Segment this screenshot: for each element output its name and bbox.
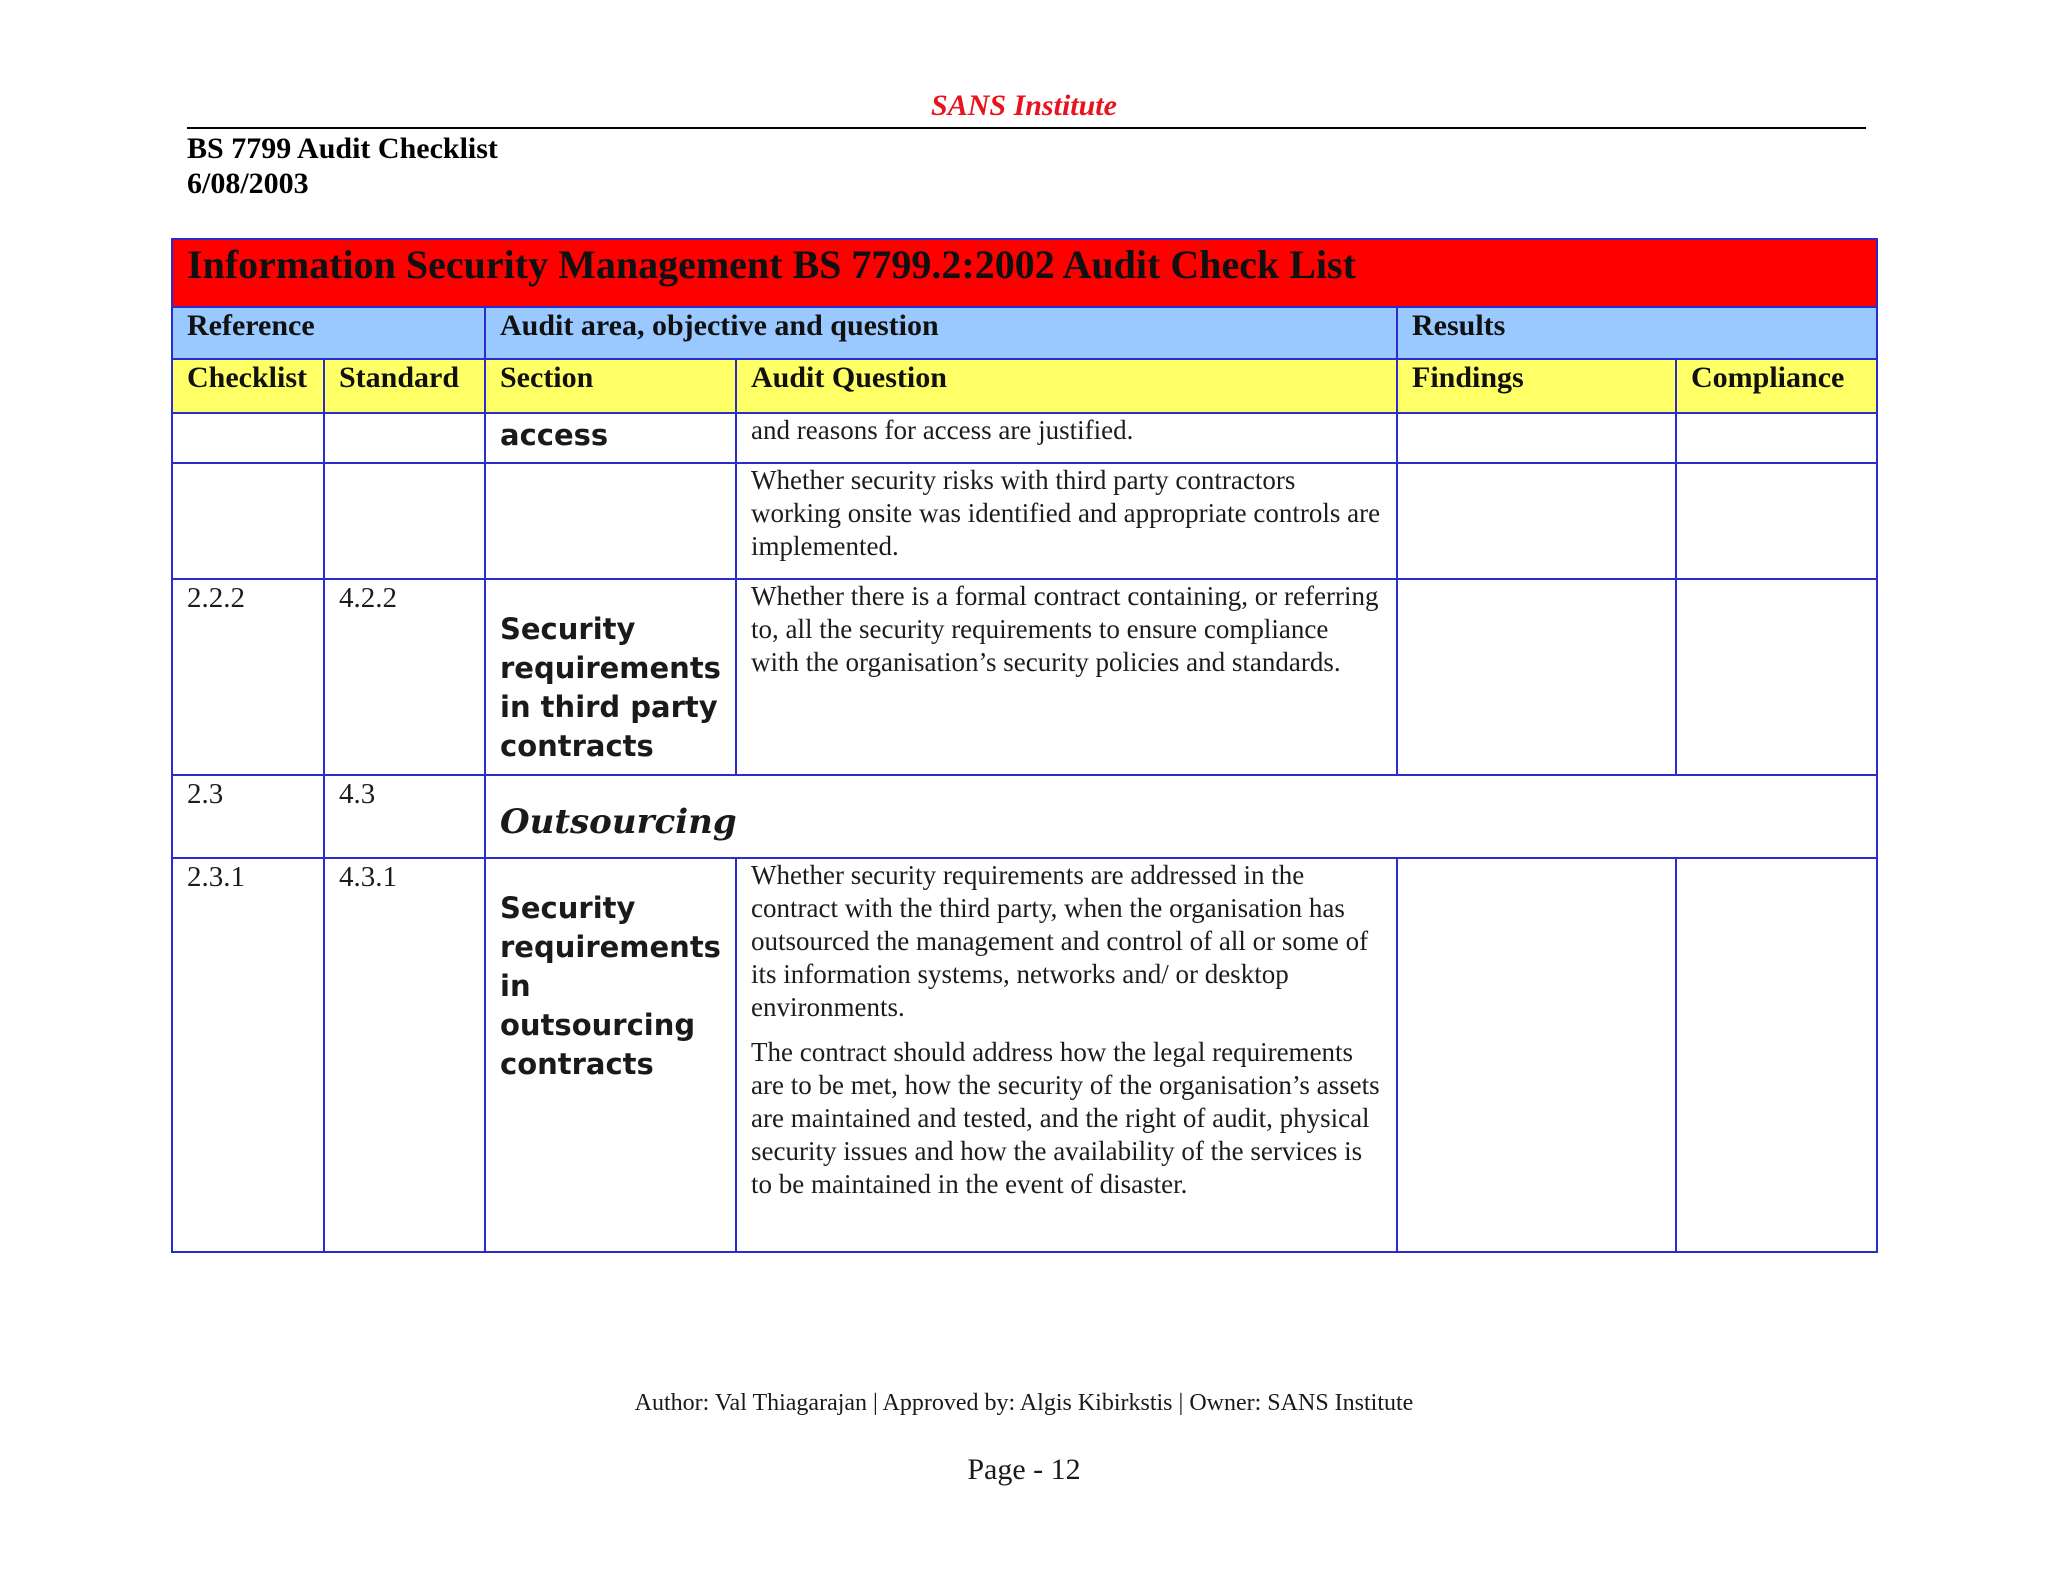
- document-title: BS 7799 Audit Checklist: [187, 132, 498, 165]
- section-cell: Security requirements in outsourcing contracts: [485, 858, 736, 1252]
- findings-cell: [1397, 579, 1676, 775]
- section-heading-row: [172, 775, 1877, 858]
- col-findings: Findings: [1397, 359, 1676, 413]
- group-audit-area: Audit area, objective and question: [485, 307, 1397, 359]
- standard-cell: 4.3.1: [324, 858, 485, 1252]
- question-text: Whether there is a formal contract containing, or referring to, all the security requirements to ensure compliance with the organisation’s security policies and standards.: [751, 581, 1379, 677]
- section-heading: Outsourcing: [485, 775, 1877, 858]
- column-header-row: [172, 359, 1877, 413]
- compliance-cell: [1676, 858, 1877, 1252]
- table-title-row: [172, 239, 1877, 307]
- section-cell: access: [485, 413, 736, 463]
- header-rule: [187, 127, 1866, 129]
- question-text: Whether security risks with third party contractors working onsite was identified and appropriate controls are implemented.: [751, 465, 1381, 561]
- col-section: Section: [485, 359, 736, 413]
- question-cell: [736, 858, 1397, 1252]
- audit-checklist-table: [171, 238, 1878, 1253]
- standard-cell: [324, 413, 485, 463]
- standard-cell: 4.3: [324, 775, 485, 858]
- question-text: Whether security requirements are addressed in the contract with the third party, when the organisation has outsourced the management and control of all or some of its information systems, networks and/ or desktop environments.: [751, 860, 1369, 1022]
- footer-credits: Author: Val Thiagarajan | Approved by: Algis Kibirkstis | Owner: SANS Institute: [634, 1390, 1414, 1416]
- page-number: Page - 12: [967, 1453, 1081, 1486]
- table-row: [172, 413, 1877, 463]
- col-audit-question: Audit Question: [736, 359, 1397, 413]
- table-title: Information Security Management BS 7799.2:2002 Audit Check List: [172, 239, 1877, 307]
- col-standard: Standard: [324, 359, 485, 413]
- document-date: 6/08/2003: [187, 167, 309, 200]
- table-row: [172, 579, 1877, 775]
- question-cell: [736, 413, 1397, 463]
- group-results: Results: [1397, 307, 1877, 359]
- findings-cell: [1397, 413, 1676, 463]
- section-cell: [485, 463, 736, 579]
- col-compliance: Compliance: [1676, 359, 1877, 413]
- institution-header: SANS Institute: [931, 89, 1117, 122]
- question-cell: [736, 579, 1397, 775]
- checklist-cell: [172, 413, 324, 463]
- checklist-cell: 2.2.2: [172, 579, 324, 775]
- checklist-cell: 2.3.1: [172, 858, 324, 1252]
- table-row: [172, 858, 1877, 1252]
- findings-cell: [1397, 463, 1676, 579]
- question-cell: [736, 463, 1397, 579]
- section-cell: Security requirements in third party contracts: [485, 579, 736, 775]
- compliance-cell: [1676, 463, 1877, 579]
- question-text: and reasons for access are justified.: [751, 415, 1134, 445]
- group-header-row: [172, 307, 1877, 359]
- checklist-cell: [172, 463, 324, 579]
- table-row: [172, 463, 1877, 579]
- compliance-cell: [1676, 413, 1877, 463]
- compliance-cell: [1676, 579, 1877, 775]
- findings-cell: [1397, 858, 1676, 1252]
- group-reference: Reference: [172, 307, 485, 359]
- standard-cell: [324, 463, 485, 579]
- standard-cell: 4.2.2: [324, 579, 485, 775]
- checklist-cell: 2.3: [172, 775, 324, 858]
- question-text: The contract should address how the legal requirements are to be met, how the security of the organisation’s assets are maintained and tested, and the right of audit, physical security issues and how the availability of the services is to be maintained in the event of disaster.: [751, 1037, 1380, 1199]
- col-checklist: Checklist: [172, 359, 324, 413]
